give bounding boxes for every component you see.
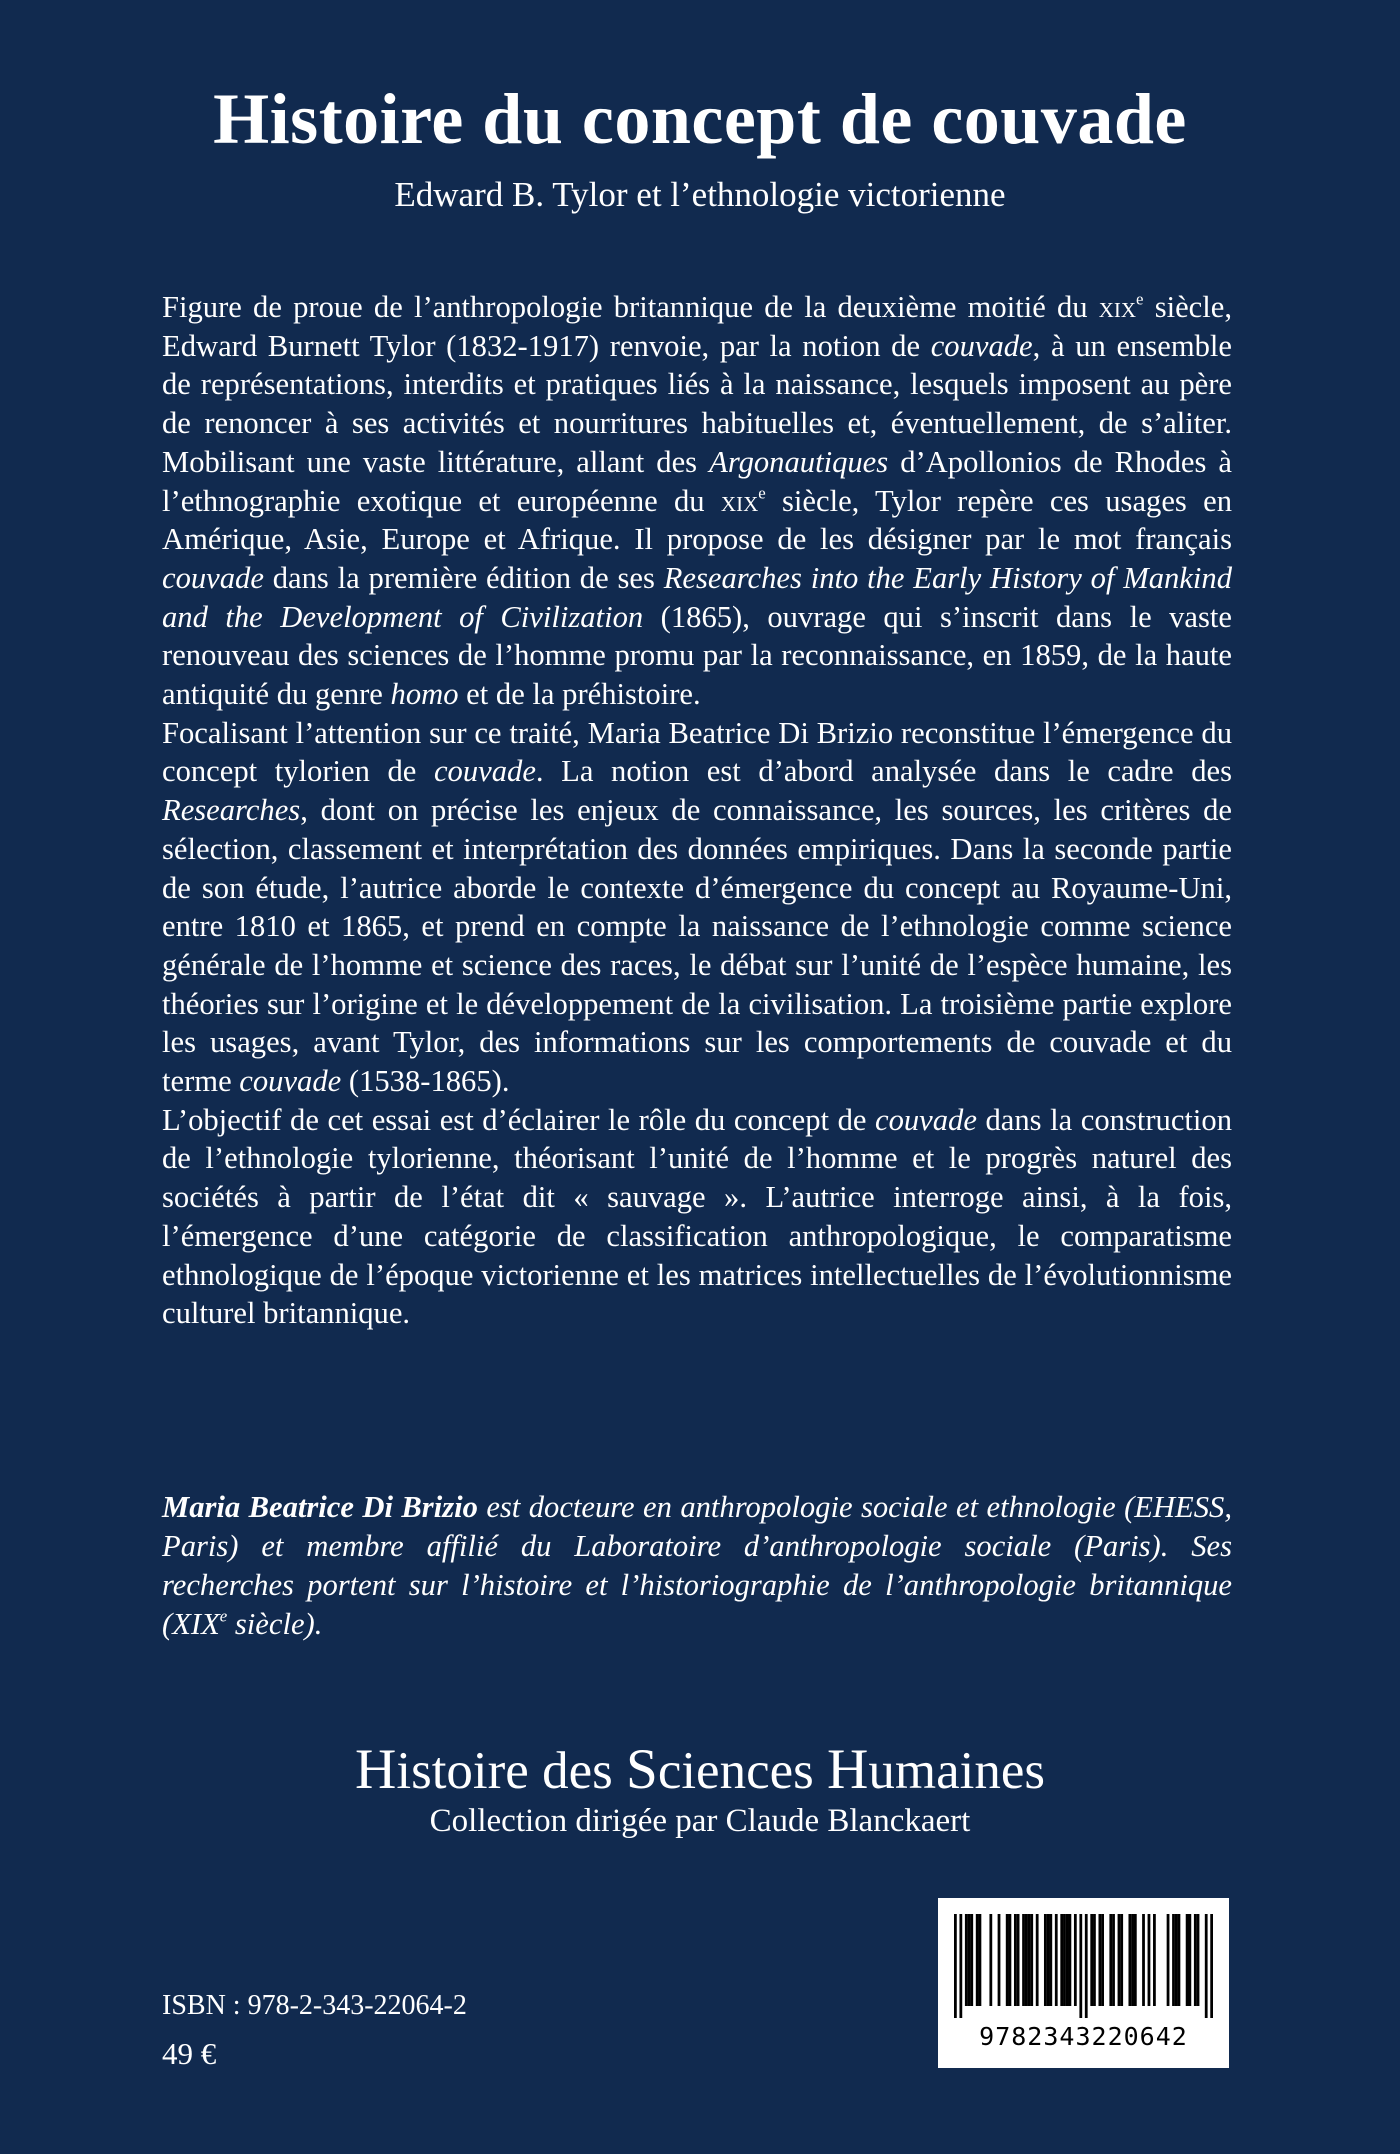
barcode-bar (1009, 1914, 1012, 2006)
barcode-bar (1055, 1914, 1058, 2006)
barcode-bar (1197, 1914, 1200, 2006)
text-run: umaines (868, 1742, 1045, 1800)
text-run: , à un ensemble de représentations, interdits et pratiques liés à la naissance, lesquels imposent au père de renoncer à ses activités et nourritures habituelles et, éventuellement, de s’aliter. Mobilisant une vaste littérature, allant des (162, 328, 1232, 479)
barcode-bar (1178, 1914, 1181, 2006)
italic-term: Researches (162, 793, 301, 828)
italic-term: couvade (162, 560, 264, 595)
barcode-bar (1063, 1914, 1066, 2006)
superscript: e (219, 1606, 228, 1626)
barcode-bar (1028, 1914, 1031, 2006)
italic-term: couvade (239, 1064, 342, 1099)
barcode-bar (1167, 1914, 1170, 2006)
barcode-bar (1014, 1914, 1017, 2006)
text-run: siècle, Tylor repère ces usages en Amérique, Asie, Europe et Afrique. Il propose de les désigner par le mot français (162, 483, 1232, 557)
barcode-bar (1101, 1914, 1104, 2006)
blurb-paragraph-1 (162, 288, 1232, 714)
barcode-bar (1128, 1914, 1131, 2006)
barcode-bar (954, 1914, 957, 2018)
isbn: ISBN : 978-2-343-22064-2 (162, 1990, 467, 2021)
century-numeral: xix (720, 483, 759, 518)
barcode-bar (959, 1914, 962, 2018)
barcode-bar (1049, 1914, 1052, 2006)
barcode-bar (1175, 1914, 1178, 2006)
barcode-bar (1134, 1914, 1137, 2006)
barcode-bar (979, 1914, 982, 2006)
superscript: e (1136, 289, 1144, 309)
italic-term: couvade (930, 328, 1033, 363)
barcode-bar (1036, 1914, 1039, 2006)
barcode-bar (1120, 1914, 1123, 2006)
text-run: (1538-1865). (341, 1064, 510, 1099)
blurb (162, 288, 1232, 1333)
italic-term: Researches into the Early History of Mankind and the Development of Civilization (162, 560, 1233, 634)
italic-term: couvade (875, 1102, 977, 1137)
barcode-bar (1066, 1914, 1069, 2006)
barcode-bar (1074, 1914, 1077, 2006)
text-run: S (625, 1738, 658, 1801)
price: 49 € (162, 2036, 217, 2071)
superscript: e (758, 482, 766, 502)
text-run: siècle, Edward Burnett Tylor (1832-1917) renvoie, par la notion de (162, 290, 1232, 363)
series-title (0, 1740, 1400, 1801)
barcode-bar (1131, 1914, 1134, 2006)
book-title: Histoire du concept de couvade (213, 79, 1187, 159)
barcode-bar (1085, 1914, 1088, 2018)
text-run: ciences (657, 1742, 828, 1800)
text-run: dans la première édition de ses (263, 560, 664, 595)
text-run: est docteure en anthropologie sociale et ethnologie (EHESS, Paris) et membre affilié du Laboratoire d’anthropologie sociale (Paris). Ses recherches portent sur l’histoire et l’historiographie de l’anthropologie britannique (XIX (162, 1490, 1232, 1641)
series-editor: Collection dirigée par Claude Blanckaert (429, 1803, 971, 1839)
barcode-bar (1112, 1914, 1115, 2006)
barcode-bar (998, 1914, 1001, 2006)
barcode-bar (1109, 1914, 1112, 2006)
series-block (0, 1740, 1400, 1841)
text-run: . La notion est d’abord analysée dans le cadre des (535, 754, 1233, 789)
barcode-bar (970, 1914, 973, 2006)
barcode-bar (965, 1914, 968, 2006)
italic-term: homo (390, 677, 459, 712)
barcode-bar (989, 1914, 992, 2006)
barcode-bar (1047, 1914, 1050, 2006)
blurb-paragraph-2 (162, 714, 1232, 1101)
barcode-bar (1194, 1914, 1197, 2006)
barcode-bar (1025, 1914, 1028, 2006)
barcode-bar (1186, 1914, 1189, 2006)
barcode-bar (1118, 1914, 1121, 2006)
text-run: d’Apollonios de Rhodes à l’ethnographie exotique et européenne du (162, 444, 1232, 518)
barcode-bar (976, 1914, 979, 2006)
barcode-bar (1188, 1914, 1191, 2006)
text-run: (1865), ouvrage qui s’inscrit dans le vaste renouveau des sciences de l’homme promu par la reconnaissance, en 1859, de la haute antiquité du genre (162, 599, 1232, 712)
text-run: dans la construction de l’ethnologie tylorienne, théorisant l’unité de l’homme et le progrès naturel des sociétés à partir de l’état dit « sauvage ». L’autrice interroge ainsi, à la fois, l’émergence d’une catégorie de classification anthropologique, le comparatisme ethnologique de l’époque victorienne et les matrices intellectuelles de l’évolutionnisme culturel britannique. (162, 1102, 1232, 1331)
blurb-paragraph-3 (162, 1101, 1232, 1333)
barcode-bar (1210, 1914, 1213, 2018)
barcode-bar (968, 1914, 971, 2006)
italic-term: couvade (433, 754, 536, 789)
barcode-bar (1142, 1914, 1145, 2006)
barcode-bar (1205, 1914, 1208, 2018)
century-numeral: xix (1098, 290, 1137, 324)
author-bio (162, 1488, 1232, 1644)
text-run: et de la préhistoire. (458, 677, 701, 712)
barcode-bar (1060, 1914, 1063, 2006)
text-run: H (827, 1738, 869, 1801)
book-subtitle: Edward B. Tylor et l’ethnologie victorienne (394, 175, 1006, 214)
barcode-bar (1153, 1914, 1156, 2006)
barcode-bar (1044, 1914, 1047, 2006)
barcode-bar (1093, 1914, 1096, 2006)
text-run: , dont on précise les enjeux de connaissance, les sources, les critères de sélection, classement et interprétation des données empiriques. Dans la seconde partie de son étude, l’autrice aborde le contexte d’émergence du concept au Royaume-Uni, entre 1810 et 1865, et prend en compte la naissance de l’ethnologie comme science générale de l’homme et science des races, le débat sur l’unité de l’espèce humaine, les théories sur l’origine et le développement de la civilisation. La troisième partie explore les usages, avant Tylor, des informations sur les comportements de couvade et du terme (162, 793, 1232, 1099)
barcode-bar (1079, 1914, 1082, 2018)
barcode-bar (1098, 1914, 1101, 2006)
text-run: siècle). (227, 1607, 323, 1641)
barcode-bar (1148, 1914, 1151, 2006)
barcode-bar (1172, 1914, 1175, 2006)
barcode-bar (1017, 1914, 1020, 2006)
barcode-digits: 9782343220642 (979, 2022, 1188, 2051)
text-run: H (355, 1738, 397, 1801)
text-run: istoire des (396, 1742, 626, 1800)
author-name: Maria Beatrice Di Brizio (162, 1490, 478, 1524)
text-run: Focalisant l’attention sur ce traité, Maria Beatrice Di Brizio reconstitue l’émergence du concept tylorien de (162, 715, 1232, 789)
barcode-bar (1090, 1914, 1093, 2006)
barcode-bar (1030, 1914, 1033, 2006)
barcode-bar (1069, 1914, 1072, 2006)
italic-term: Argonautiques (709, 444, 889, 479)
text-run: Figure de proue de l’anthropologie britannique de la deuxième moitié du (162, 290, 1099, 324)
text-run: L’objectif de cet essai est d’éclairer le rôle du concept de (162, 1102, 875, 1137)
barcode-bar (1022, 1914, 1025, 2006)
barcode-bars (954, 1914, 1213, 2018)
barcode (938, 1898, 1229, 2068)
barcode-bar (1006, 1914, 1009, 2006)
